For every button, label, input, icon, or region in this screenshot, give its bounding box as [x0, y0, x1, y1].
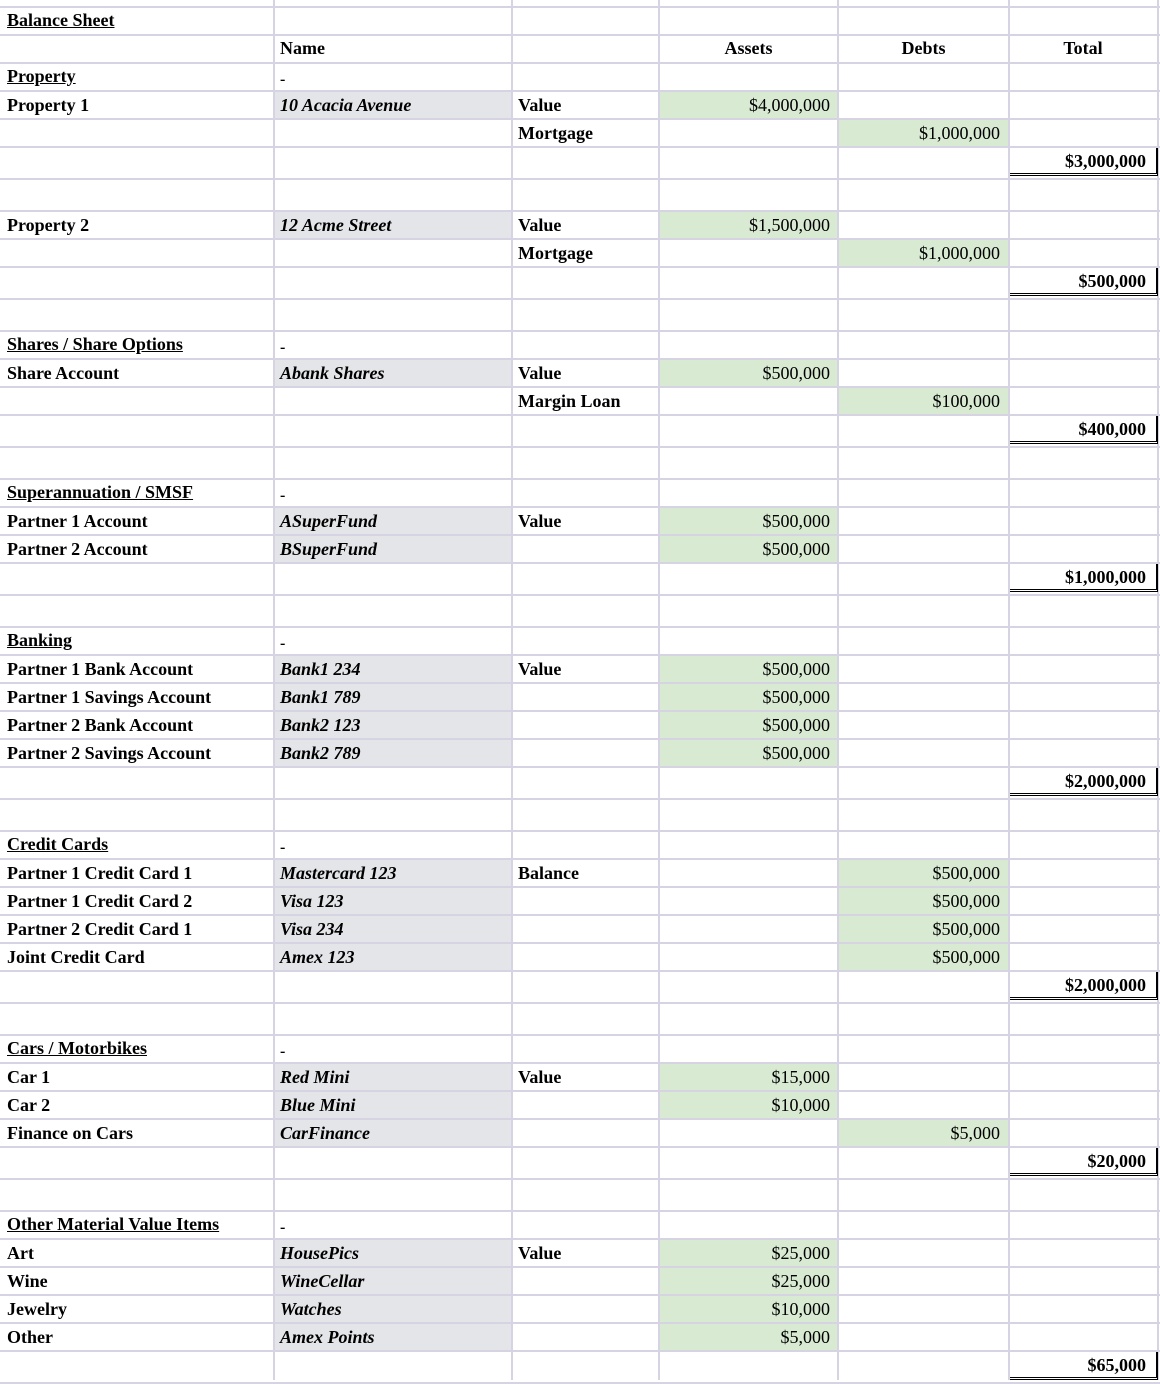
row-type[interactable]: Value	[518, 363, 562, 383]
asset-value[interactable]: $500,000	[762, 743, 830, 763]
asset-value[interactable]: $25,000	[771, 1271, 830, 1291]
section-total[interactable]: $2,000,000	[1065, 771, 1146, 791]
header-debts[interactable]: Debts	[901, 38, 946, 58]
debt-value[interactable]: $1,000,000	[919, 123, 1000, 143]
section-total[interactable]: $65,000	[1087, 1355, 1146, 1375]
row-name[interactable]: CarFinance	[280, 1123, 371, 1143]
row-divider	[0, 970, 1160, 972]
row-type[interactable]: Mortgage	[518, 243, 593, 263]
row-divider	[0, 1062, 1160, 1064]
row-label[interactable]: Partner 1 Account	[7, 511, 148, 531]
row-label[interactable]: Jewelry	[7, 1299, 67, 1319]
row-type[interactable]: Value	[518, 95, 562, 115]
row-divider	[0, 1178, 1160, 1180]
placeholder-dash: -	[280, 339, 286, 356]
row-name[interactable]: Red Mini	[280, 1067, 350, 1087]
row-divider	[0, 738, 1160, 740]
row-label[interactable]: Finance on Cars	[7, 1123, 133, 1143]
row-type[interactable]: Balance	[518, 863, 579, 883]
asset-value[interactable]: $10,000	[771, 1299, 830, 1319]
section-total[interactable]: $1,000,000	[1065, 567, 1146, 587]
column-divider	[511, 0, 513, 1380]
row-divider	[0, 626, 1160, 628]
header-assets[interactable]: Assets	[724, 38, 773, 58]
section-heading: Banking	[7, 630, 73, 650]
section-heading: Credit Cards	[7, 834, 109, 854]
placeholder-dash: -	[280, 1043, 286, 1060]
row-label[interactable]: Joint Credit Card	[7, 947, 145, 967]
placeholder-dash: -	[280, 71, 286, 88]
debt-value[interactable]: $1,000,000	[919, 243, 1000, 263]
header-name[interactable]: Name	[280, 38, 325, 58]
row-name[interactable]: Mastercard 123	[280, 863, 397, 883]
row-label[interactable]: Car 1	[7, 1067, 51, 1087]
row-label[interactable]: Partner 2 Credit Card 1	[7, 919, 193, 939]
row-divider	[0, 62, 1160, 64]
row-divider	[0, 446, 1160, 448]
row-divider	[0, 1322, 1160, 1324]
row-label[interactable]: Wine	[7, 1271, 48, 1291]
row-name[interactable]: ASuperFund	[280, 511, 378, 531]
section-total[interactable]: $400,000	[1078, 419, 1146, 439]
row-name[interactable]: Bank1 789	[280, 687, 361, 707]
asset-value[interactable]: $1,500,000	[749, 215, 830, 235]
row-name[interactable]: Visa 123	[280, 891, 344, 911]
row-type[interactable]: Value	[518, 1243, 562, 1263]
row-divider	[0, 1210, 1160, 1212]
row-name[interactable]: BSuperFund	[280, 539, 378, 559]
row-divider	[0, 1034, 1160, 1036]
row-divider	[0, 1002, 1160, 1004]
asset-value[interactable]: $10,000	[771, 1095, 830, 1115]
row-divider	[0, 654, 1160, 656]
row-label[interactable]: Partner 1 Savings Account	[7, 687, 212, 707]
debt-value[interactable]: $500,000	[932, 919, 1000, 939]
row-type[interactable]: Margin Loan	[518, 391, 621, 411]
row-divider	[0, 358, 1160, 360]
asset-value[interactable]: $5,000	[780, 1327, 830, 1347]
row-divider	[0, 1090, 1160, 1092]
row-name[interactable]: WineCellar	[280, 1271, 365, 1291]
row-divider	[0, 298, 1160, 300]
section-total[interactable]: $500,000	[1078, 271, 1146, 291]
row-name[interactable]: Blue Mini	[280, 1095, 356, 1115]
placeholder-dash: -	[280, 635, 286, 652]
row-divider	[0, 34, 1160, 36]
row-divider	[0, 1294, 1160, 1296]
column-divider	[837, 0, 839, 1380]
asset-value[interactable]: $500,000	[762, 511, 830, 531]
row-name[interactable]: Amex Points	[280, 1327, 375, 1347]
row-label[interactable]: Share Account	[7, 363, 120, 383]
debt-value[interactable]: $500,000	[932, 947, 1000, 967]
header-total[interactable]: Total	[1063, 38, 1103, 58]
row-divider	[0, 414, 1160, 416]
asset-value[interactable]: $500,000	[762, 363, 830, 383]
row-divider	[0, 178, 1160, 180]
debt-value[interactable]: $500,000	[932, 863, 1000, 883]
row-label[interactable]: Art	[7, 1243, 34, 1263]
debt-value[interactable]: $100,000	[932, 391, 1000, 411]
asset-value[interactable]: $500,000	[762, 659, 830, 679]
row-label[interactable]: Property 2	[7, 215, 90, 235]
row-name[interactable]: Abank Shares	[280, 363, 385, 383]
asset-value[interactable]: $500,000	[762, 539, 830, 559]
row-divider	[0, 210, 1160, 212]
row-divider	[0, 1350, 1160, 1352]
row-label[interactable]: Partner 2 Account	[7, 539, 148, 559]
row-divider	[0, 146, 1160, 148]
row-name[interactable]: HousePics	[280, 1243, 359, 1263]
row-name[interactable]: Bank1 234	[280, 659, 361, 679]
row-divider	[0, 798, 1160, 800]
row-name[interactable]: Watches	[280, 1299, 342, 1319]
debt-value[interactable]: $500,000	[932, 891, 1000, 911]
row-divider	[0, 506, 1160, 508]
section-heading: Property	[7, 66, 76, 86]
row-divider	[0, 562, 1160, 564]
row-name[interactable]: Visa 234	[280, 919, 344, 939]
row-name[interactable]: Amex 123	[280, 947, 355, 967]
row-label[interactable]: Partner 2 Bank Account	[7, 715, 194, 735]
row-label[interactable]: Property 1	[7, 95, 90, 115]
row-type[interactable]: Mortgage	[518, 123, 593, 143]
row-type[interactable]: Value	[518, 215, 562, 235]
asset-value[interactable]: $500,000	[762, 687, 830, 707]
row-divider	[0, 1146, 1160, 1148]
asset-value[interactable]: $500,000	[762, 715, 830, 735]
row-divider	[0, 710, 1160, 712]
placeholder-dash: -	[280, 1219, 286, 1236]
row-name[interactable]: Bank2 789	[280, 743, 361, 763]
section-total[interactable]: $3,000,000	[1065, 151, 1146, 171]
row-divider	[0, 1266, 1160, 1268]
asset-value[interactable]: $25,000	[771, 1243, 830, 1263]
row-divider	[0, 478, 1160, 480]
placeholder-dash: -	[280, 487, 286, 504]
row-divider	[0, 766, 1160, 768]
row-label[interactable]: Other	[7, 1327, 53, 1347]
row-divider	[0, 330, 1160, 332]
section-total[interactable]: $2,000,000	[1065, 975, 1146, 995]
section-heading: Shares / Share Options	[7, 334, 183, 354]
row-label[interactable]: Partner 2 Savings Account	[7, 743, 212, 763]
row-name[interactable]: 10 Acacia Avenue	[280, 95, 412, 115]
row-label[interactable]: Partner 1 Credit Card 1	[7, 863, 193, 883]
row-divider	[0, 1238, 1160, 1240]
row-type[interactable]: Value	[518, 659, 562, 679]
row-name[interactable]: Bank2 123	[280, 715, 361, 735]
section-heading: Superannuation / SMSF	[7, 482, 194, 502]
row-divider	[0, 90, 1160, 92]
row-type[interactable]: Value	[518, 1067, 562, 1087]
row-divider	[0, 266, 1160, 268]
row-name[interactable]: 12 Acme Street	[280, 215, 392, 235]
row-divider	[0, 830, 1160, 832]
row-divider	[0, 534, 1160, 536]
section-total[interactable]: $20,000	[1087, 1151, 1146, 1171]
sheet-title: Balance Sheet	[7, 10, 115, 30]
row-label[interactable]: Partner 1 Bank Account	[7, 659, 194, 679]
row-divider	[0, 6, 1160, 8]
placeholder-dash: -	[280, 839, 286, 856]
row-divider	[0, 594, 1160, 596]
asset-value[interactable]: $15,000	[771, 1067, 830, 1087]
row-divider	[0, 682, 1160, 684]
asset-value[interactable]: $4,000,000	[749, 95, 830, 115]
section-heading: Other Material Value Items	[7, 1214, 220, 1234]
row-type[interactable]: Value	[518, 511, 562, 531]
row-label[interactable]: Partner 1 Credit Card 2	[7, 891, 193, 911]
debt-value[interactable]: $5,000	[950, 1123, 1000, 1143]
row-label[interactable]: Car 2	[7, 1095, 51, 1115]
section-heading: Cars / Motorbikes	[7, 1038, 147, 1058]
